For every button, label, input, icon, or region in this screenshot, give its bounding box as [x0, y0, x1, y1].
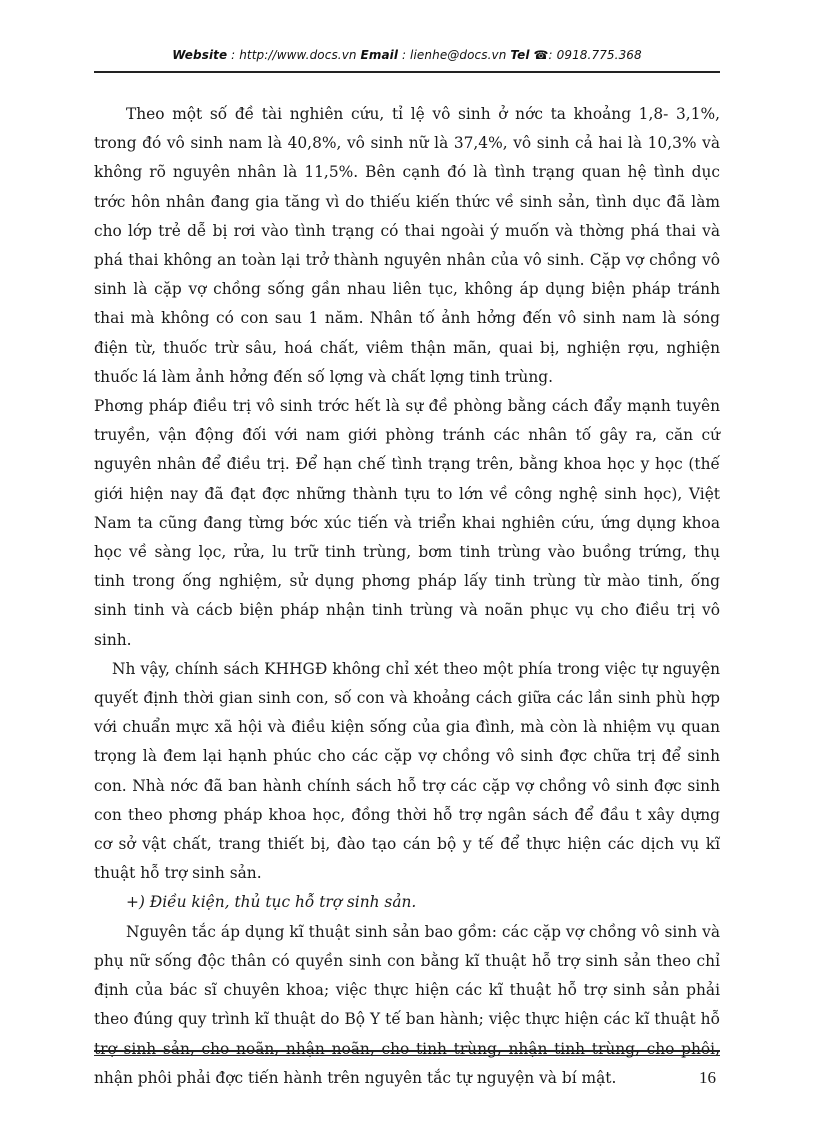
- phone-icon: ☎: [533, 48, 549, 62]
- website-label: Website: [172, 48, 228, 62]
- email-value: : lienhe@docs.vn: [402, 48, 507, 62]
- section-heading-conditions: +) Điều kiện, thủ tục hỗ trợ sinh sản.: [126, 893, 417, 912]
- email-label: Email: [360, 48, 399, 62]
- paragraph-infertility-statistics: Theo một số đề tài nghiên cứu, tỉ lệ vô sinh ở nớc ta khoảng 1,8- 3,1%, trong đó vô sinh nam là 40,8%, vô sinh nữ là 37,4%, vô sinh cả hai là 10,3% và không rõ nguyên nhân là 11,5%. Bên cạnh đó là tình trạng quan hệ tình dục trớc hôn nhân đang gia tăng vì do thiếu kiến thức về sinh sản, tình dục đã làm cho lớp trẻ dễ bị rơi vào tình trạng có thai ngoài ý muốn và thờng phá thai và phá thai không an toàn lại trở thành nguyên nhân của vô sinh. Cặp vợ chồng vô sinh là cặp vợ chồng sống gần nhau liên tục, không áp dụng biện pháp tránh thai mà không có con sau 1 năm. Nhân tố ảnh hởng đến vô sinh nam là sóng điện từ, thuốc trừ sâu, hoá chất, viêm thận mãn, quai bị, nghiện rợu, nghiện thuốc lá làm ảnh hởng đến số lợng và chất lợng tinh trùng.: [94, 105, 720, 386]
- page-header: [94, 48, 720, 62]
- paragraph-treatment-methods: Phơng pháp điều trị vô sinh trớc hết là sự đề phòng bằng cách đẩy mạnh tuyên truyền, vận động đối với nam giới phòng tránh các nhân tố gây ra, căn cứ nguyên nhân để điều trị. Để hạn chế tình trạng trên, bằng khoa học y học (thế giới hiện nay đã đạt đợc những thành tựu to lớn về công nghệ sinh học), Việt Nam ta cũng đang từng bớc xúc tiến và triển khai nghiên cứu, ứng dụng khoa học về sàng lọc, rửa, lu trữ tinh trùng, bơm tinh trùng vào buồng trứng, thụ tinh trong ống nghiệm, sử dụng phơng pháp lấy tinh trùng từ mào tinh, ống sinh tinh và cácb biện pháp nhận tinh trùng và noãn phục vụ cho điều trị vô sinh.: [94, 397, 720, 649]
- tel-label: Tel: [510, 48, 530, 62]
- website-value: : http://www.docs.vn: [231, 48, 357, 62]
- header-rule: [94, 71, 720, 73]
- document-body: [94, 100, 720, 1093]
- tel-value: : 0918.775.368: [548, 48, 642, 62]
- footer-rule-top: [94, 1050, 720, 1052]
- paragraph-family-planning-policy: Nh vậy, chính sách KHHGĐ không chỉ xét theo một phía trong việc tự nguyện quyết định thời gian sinh con, số con và khoảng cách giữa các lần sinh phù hợp với chuẩn mực xã hội và điều kiện sống của gia đình, mà còn là nhiệm vụ quan trọng là đem lại hạnh phúc cho các cặp vợ chồng vô sinh đợc chữa trị để sinh con. Nhà nớc đã ban hành chính sách hỗ trợ các cặp vợ chồng vô sinh đợc sinh con theo phơng pháp khoa học, đồng thời hỗ trợ ngân sách để đầu t xây dựng cơ sở vật chất, trang thiết bị, đào tạo cán bộ y tế để thực hiện các dịch vụ kĩ thuật hỗ trợ sinh sản.: [94, 659, 720, 883]
- paragraph-principles: Nguyên tắc áp dụng kĩ thuật sinh sản bao gồm: các cặp vợ chồng vô sinh và phụ nữ sống độc thân có quyền sinh con bằng kĩ thuật hỗ trợ sinh sản theo chỉ định của bác sĩ chuyên khoa; việc thực hiện các kĩ thuật hỗ trợ sinh sản phải theo đúng quy trình kĩ thuật do Bộ Y tế ban hành; việc thực hiện các kĩ thuật hỗ trợ sinh sản, cho noãn, nhận noãn, cho tinh trùng, nhận tinh trùng, cho phôi, nhận phôi phải đợc tiến hành trên nguyên tắc tự nguyện và bí mật.: [94, 922, 720, 1087]
- footer-rule-bottom: [94, 1055, 720, 1056]
- page-number: 16: [699, 1068, 716, 1087]
